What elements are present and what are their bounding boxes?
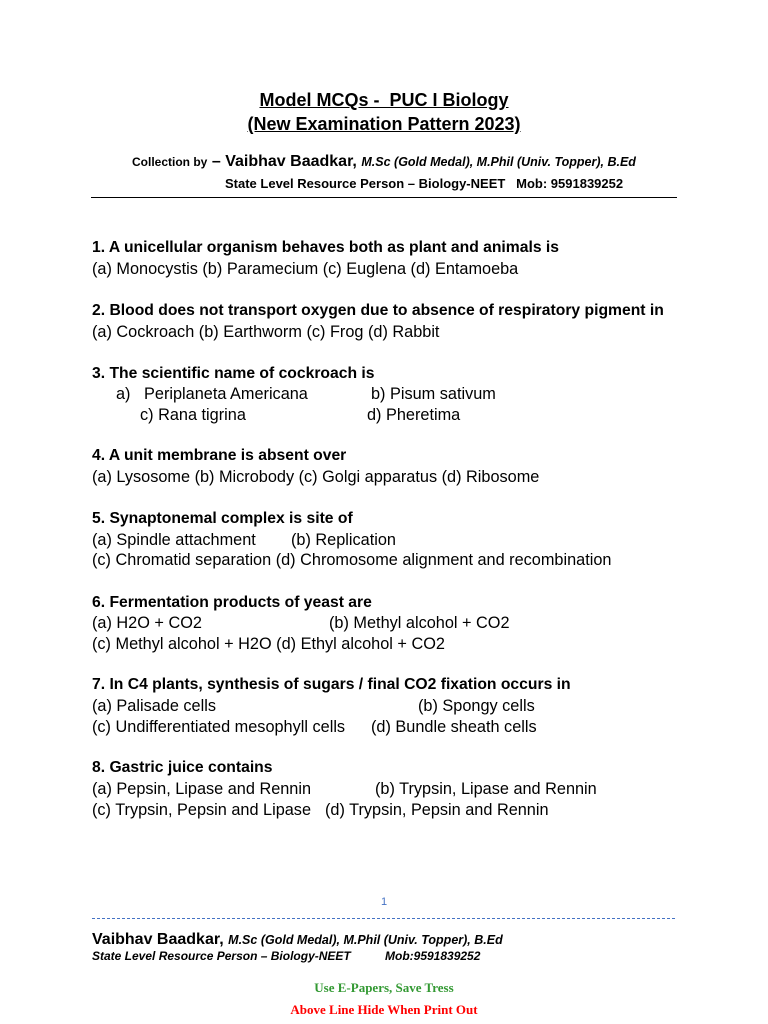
question-1 [92, 238, 768, 258]
option-c: (c) Frog [306, 323, 364, 341]
question-5-options-row-1 [92, 530, 768, 550]
question-1-options [92, 259, 768, 279]
option-b: (b) Earthworm [198, 323, 302, 341]
option-a: (a) Palisade cells [92, 697, 216, 715]
option-c: (c) Euglena [322, 260, 406, 278]
question-6-options-row-2 [92, 634, 768, 654]
footer-resource-text: State Level Resource Person – Biology-NEET [92, 949, 351, 963]
question-number: 4. [92, 447, 106, 464]
option-c: (c) Golgi apparatus [298, 468, 438, 486]
footer-dashed-rule [92, 918, 675, 919]
question-text: Fermentation products of yeast are [109, 594, 372, 611]
option-c: (c) Trypsin, Pepsin and Lipase [92, 801, 312, 819]
question-7-options-row-1 [92, 696, 768, 716]
question-7 [92, 675, 768, 695]
question-number: 8. [92, 759, 106, 776]
question-text: Synaptonemal complex is site of [109, 510, 353, 527]
option-d: (d) Trypsin, Pepsin and Rennin [325, 801, 549, 819]
option-d: (d) Ribosome [441, 468, 540, 486]
subtitle-line [0, 113, 768, 135]
question-number: 3. [92, 365, 106, 382]
question-5 [92, 509, 768, 529]
title-line [0, 89, 768, 111]
option-d: (d) Entamoeba [410, 260, 519, 278]
question-5-options-row-2 [92, 550, 768, 570]
question-number: 6. [92, 594, 106, 611]
option-a: (a) Cockroach [92, 323, 195, 341]
option-c: (c) Chromatid separation [92, 551, 272, 569]
option-b: (b) Microbody [194, 468, 295, 486]
option-d: (d) Ethyl alcohol + CO2 [276, 635, 445, 653]
author-name: – Vaibhav Baadkar, [211, 153, 357, 170]
option-b: (b) Paramecium [202, 260, 319, 278]
question-3-options-row-2 [92, 405, 768, 425]
footer-resource [92, 948, 768, 964]
question-8 [92, 758, 768, 778]
question-8-options-row-1 [92, 779, 768, 799]
resource-person-line: State Level Resource Person – Biology-NEET Mob: 9591839252 [225, 176, 624, 191]
question-7-options-row-2 [92, 717, 768, 737]
header-divider [91, 197, 677, 198]
question-number: 7. [92, 676, 106, 693]
question-2-options [92, 322, 768, 342]
document-title: Model MCQs - PUC I Biology [259, 90, 509, 110]
question-text: In C4 plants, synthesis of sugars / final CO2 fixation occurs in [109, 676, 571, 693]
document-subtitle: (New Examination Pattern 2023) [247, 114, 521, 134]
question-text: Gastric juice contains [109, 759, 273, 776]
question-text: A unicellular organism behaves both as plant and animals is [108, 239, 559, 256]
option-b: (b) Trypsin, Lipase and Rennin [375, 780, 597, 798]
option-a: (a) H2O + CO2 [92, 614, 202, 632]
question-3 [92, 364, 768, 384]
option-a: (a) Monocystis [92, 260, 198, 278]
option-a: a) Periplaneta Americana [116, 385, 308, 403]
collection-label: Collection by [132, 155, 208, 169]
option-d: (d) Bundle sheath cells [371, 718, 537, 736]
question-number: 2. [92, 302, 106, 319]
option-b: (b) Spongy cells [418, 697, 535, 715]
option-b: b) Pisum sativum [371, 385, 496, 403]
option-d: (d) Rabbit [367, 323, 440, 341]
option-d: (d) Chromosome alignment and recombination [275, 551, 612, 569]
question-6 [92, 593, 768, 613]
notice-green: Use E-Papers, Save Tress [314, 980, 454, 995]
footer-author [92, 929, 768, 949]
question-number: 1. [92, 239, 106, 256]
option-c: c) Rana tigrina [140, 406, 246, 424]
question-6-options-row-1 [92, 613, 768, 633]
option-b: (b) Methyl alcohol + CO2 [329, 614, 510, 632]
option-c: (c) Methyl alcohol + H2O [92, 635, 272, 653]
option-a: (a) Lysosome [92, 468, 191, 486]
author-credentials: M.Sc (Gold Medal), M.Phil (Univ. Topper), B.Ed [361, 155, 636, 169]
notice-red: Above Line Hide When Print Out [290, 1002, 478, 1017]
question-4-options [92, 467, 768, 487]
footer-author-name: Vaibhav Baadkar, [92, 931, 224, 948]
option-c: (c) Undifferentiated mesophyll cells [92, 718, 346, 736]
question-number: 5. [92, 510, 106, 527]
collection-credit [132, 151, 768, 171]
option-a: (a) Pepsin, Lipase and Rennin [92, 780, 312, 798]
question-text: A unit membrane is absent over [108, 447, 347, 464]
question-8-options-row-2 [92, 800, 768, 820]
question-3-options-row-1 [92, 384, 768, 404]
question-text: The scientific name of cockroach is [109, 365, 375, 382]
question-4 [92, 446, 768, 466]
question-2 [92, 301, 768, 321]
option-d: d) Pheretima [367, 406, 461, 424]
question-text: Blood does not transport oxygen due to absence of respiratory pigment in [109, 302, 664, 319]
page-number: 1 [380, 896, 388, 908]
option-b: (b) Replication [291, 531, 396, 549]
footer-mobile: Mob:9591839252 [385, 949, 481, 963]
option-a: (a) Spindle attachment [92, 531, 256, 549]
footer-author-credentials: M.Sc (Gold Medal), M.Phil (Univ. Topper), B.Ed [228, 933, 503, 947]
